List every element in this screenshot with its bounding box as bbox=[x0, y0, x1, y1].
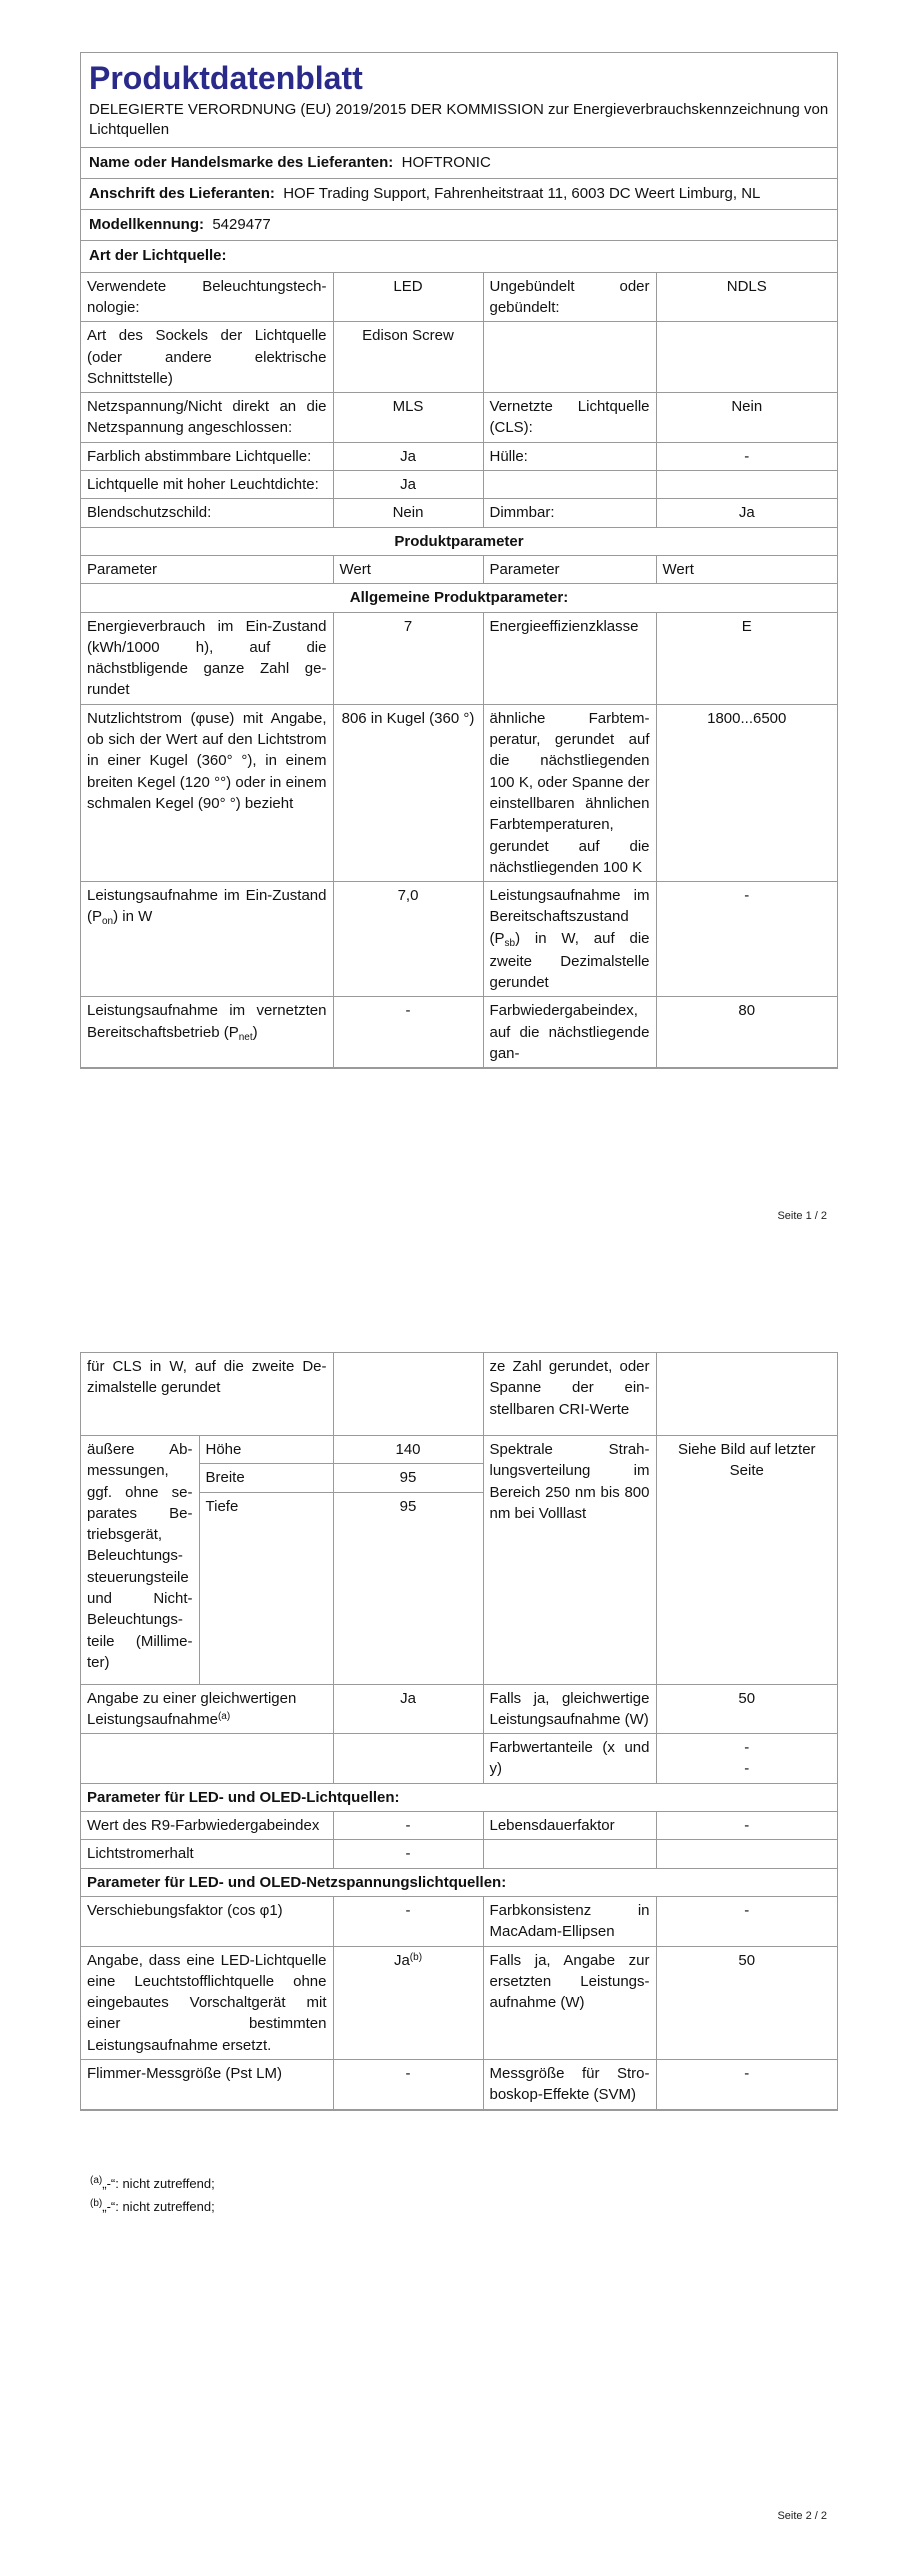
socket-value: Edison Screw bbox=[333, 322, 483, 393]
mains-value: MLS bbox=[333, 393, 483, 443]
empty-cell bbox=[656, 322, 837, 393]
flicker-label: Flimmer-Messgröße (Pst LM) bbox=[81, 2060, 333, 2110]
survival-factor-value: - bbox=[656, 1812, 837, 1840]
column-header-parameter: Parameter bbox=[81, 555, 333, 583]
lumen-maintenance-value: - bbox=[333, 1840, 483, 1868]
empty-cell bbox=[483, 1840, 656, 1868]
table-row bbox=[81, 1353, 837, 1436]
standby-power-text: Leistungsaufnahme im Bereitschaftszustand (P bbox=[489, 887, 650, 947]
standby-power-text-end: ) in W, auf die zweite Dezimalstelle gerundet bbox=[489, 929, 650, 992]
displacement-factor-label: Verschiebungsfaktor (cos φ1) bbox=[81, 1896, 333, 1946]
cri-value: 80 bbox=[656, 997, 837, 1068]
on-mode-power-subscript: on bbox=[102, 916, 114, 928]
mains-label: Netzspannung/Nicht direkt an die Netzspannung angeschlossen: bbox=[81, 393, 333, 443]
supplier-value: HOFTRONIC bbox=[401, 153, 491, 171]
high-luminance-value: Ja bbox=[333, 471, 483, 499]
empty-cell bbox=[483, 322, 656, 393]
empty-cell bbox=[81, 1734, 333, 1784]
standby-power-subscript: sb bbox=[504, 937, 516, 949]
energy-class-value: E bbox=[656, 612, 837, 704]
cct-value: 1800...6500 bbox=[656, 704, 837, 881]
equivalent-power-value: Ja bbox=[333, 1684, 483, 1734]
table-row bbox=[81, 1868, 837, 1896]
on-mode-power-text: Leistungsaufnahme im Ein-Zustand (P bbox=[87, 887, 327, 926]
supplier-row bbox=[81, 148, 837, 179]
on-mode-power-label bbox=[81, 882, 333, 997]
table-row bbox=[81, 1946, 837, 2059]
height-label: Höhe bbox=[199, 1436, 333, 1464]
networked-standby-label-continued: für CLS in W, auf die zweite Dezimalstelle gerundet bbox=[81, 1353, 333, 1436]
stroboscopic-label: Messgröße für Stroboskop-Effekte (SVM) bbox=[483, 2060, 656, 2110]
footnote-b-mark: (b) bbox=[90, 2198, 103, 2210]
macadam-value: - bbox=[656, 1896, 837, 1946]
standby-power-value: - bbox=[656, 882, 837, 997]
empty-cell bbox=[656, 471, 837, 499]
page-1 bbox=[0, 0, 905, 1230]
technology-value: LED bbox=[333, 273, 483, 322]
table-row bbox=[81, 1734, 837, 1784]
energy-consumption-label: Energieverbrauch im Ein-Zustand (kWh/1000 h), auf die nächstbligende ganze Zahl gerundet bbox=[81, 612, 333, 704]
footnote-b-text: „-“: nicht zutreffend; bbox=[102, 2199, 215, 2215]
standby-power-label bbox=[483, 882, 656, 997]
luminous-flux-value: 806 in Kugel (360 °) bbox=[333, 704, 483, 881]
address-label: Anschrift des Lieferanten: bbox=[89, 184, 275, 202]
dimensions-label: äußere Abmessungen, ggf. ohne separates Betriebsgerät, Beleuchtungssteuerungsteile und Nicht-Beleuchtungsteile (Millimeter) bbox=[81, 1436, 199, 1685]
table-row bbox=[81, 997, 837, 1068]
replacement-claim-value bbox=[333, 1946, 483, 2059]
tunable-label: Farblich abstimmbare Lichtquelle: bbox=[81, 442, 333, 470]
replaced-power-value: 50 bbox=[656, 1946, 837, 2059]
equivalent-power-watts-value: 50 bbox=[656, 1684, 837, 1734]
table-row bbox=[81, 1812, 837, 1840]
r9-value: - bbox=[333, 1812, 483, 1840]
page-number: Seite 2 / 2 bbox=[777, 2510, 827, 2522]
chromaticity-y-value: - bbox=[744, 1760, 750, 1778]
model-row bbox=[81, 210, 837, 241]
address-row bbox=[81, 179, 837, 210]
column-header-value: Wert bbox=[656, 555, 837, 583]
networked-standby-value: - bbox=[333, 997, 483, 1068]
chromaticity-value bbox=[656, 1734, 837, 1784]
equivalent-power-label bbox=[81, 1684, 333, 1734]
cct-label: ähnliche Farbtemperatur, gerundet auf die nächstliegenden 100 K, oder Spanne der einstellbaren ähnlichen Farbtemperaturen, gerundet auf die nächstliegenden 100 K bbox=[483, 704, 656, 881]
empty-cell bbox=[333, 1734, 483, 1784]
spectral-distribution-value: Siehe Bild auf letzter Seite bbox=[656, 1436, 837, 1685]
envelope-value: - bbox=[656, 442, 837, 470]
equivalent-power-text: Angabe zu einer gleichwertigen Leistungsaufnahme bbox=[87, 1689, 297, 1728]
empty-cell bbox=[656, 1353, 837, 1436]
r9-label: Wert des R9-Farbwiedergabeindex bbox=[81, 1812, 333, 1840]
envelope-label: Hülle: bbox=[483, 442, 656, 470]
networked-standby-label bbox=[81, 997, 333, 1068]
table-row bbox=[81, 527, 837, 555]
luminous-flux-label: Nutzlichtstrom (φuse) mit Angabe, ob sich der Wert auf den Lichtstrom in einer Kugel (360° °), in einem breiten Kegel (120 °°) oder in einem schmalen Kegel (90° °) bezieht bbox=[81, 704, 333, 881]
spectral-distribution-label: Spektrale Strahlungsverteilung im Bereich 250 nm bis 800 nm bei Volllast bbox=[483, 1436, 656, 1685]
displacement-factor-value: - bbox=[333, 1896, 483, 1946]
column-header-value: Wert bbox=[333, 555, 483, 583]
chromaticity-x-value: - bbox=[744, 1739, 750, 1757]
table-row bbox=[81, 393, 837, 443]
glare-shield-label: Blendschutzschild: bbox=[81, 499, 333, 527]
datasheet-page-1 bbox=[80, 52, 838, 1069]
stroboscopic-value: - bbox=[656, 2060, 837, 2110]
table-row bbox=[81, 1436, 837, 1464]
supplier-label: Name oder Handelsmarke des Lieferanten: bbox=[89, 153, 394, 171]
spec-table-page-1 bbox=[81, 273, 837, 1069]
width-value: 95 bbox=[333, 1464, 483, 1492]
footnote-b bbox=[90, 2195, 215, 2218]
footnote-a-mark: (a) bbox=[90, 2175, 103, 2186]
cls-value: Nein bbox=[656, 393, 837, 443]
height-value: 140 bbox=[333, 1436, 483, 1464]
cri-label: Farbwiedergabeindex, auf die nächstliegende gan- bbox=[483, 997, 656, 1068]
replaced-power-label: Falls ja, Angabe zur ersetzten Leistungsaufnahme (W) bbox=[483, 1946, 656, 2059]
chromaticity-label: Farbwertanteile (x und y) bbox=[483, 1734, 656, 1784]
datasheet-page-2 bbox=[80, 1352, 838, 2111]
equivalent-power-watts-label: Falls ja, gleichwertige Leistungsaufnahme (W) bbox=[483, 1684, 656, 1734]
table-row bbox=[81, 1840, 837, 1868]
footnote-a bbox=[90, 2172, 215, 2195]
lumen-maintenance-label: Lichtstromerhalt bbox=[81, 1840, 333, 1868]
table-row bbox=[81, 499, 837, 527]
table-header-row bbox=[81, 555, 837, 583]
footnote-a-text: „-“: nicht zutreffend; bbox=[102, 2176, 215, 2191]
macadam-label: Farbkonsistenz in MacAdam-Ellipsen bbox=[483, 1896, 656, 1946]
tunable-value: Ja bbox=[333, 442, 483, 470]
table-row bbox=[81, 442, 837, 470]
page-2 bbox=[0, 1330, 905, 2560]
table-row bbox=[81, 882, 837, 997]
table-row bbox=[81, 1783, 837, 1811]
socket-label: Art des Sockels der Lichtquelle (oder andere elektrische Schnittstelle) bbox=[81, 322, 333, 393]
dimmable-value: Ja bbox=[656, 499, 837, 527]
bundled-value: NDLS bbox=[656, 273, 837, 322]
width-label: Breite bbox=[199, 1464, 333, 1492]
table-row bbox=[81, 471, 837, 499]
document-title: Produktdatenblatt bbox=[89, 60, 363, 96]
depth-label: Tiefe bbox=[199, 1492, 333, 1684]
footnotes bbox=[90, 2172, 215, 2218]
dimmable-label: Dimmbar: bbox=[483, 499, 656, 527]
table-row bbox=[81, 1896, 837, 1946]
table-row bbox=[81, 322, 837, 393]
column-header-parameter: Parameter bbox=[483, 555, 656, 583]
cri-label-continued: ze Zahl gerundet, oder Spanne der einstellbaren CRI-Werte bbox=[483, 1353, 656, 1436]
on-mode-power-text-end: ) in W bbox=[113, 908, 153, 926]
replacement-claim-label: Angabe, dass eine LED-Lichtquelle eine Leuchtstofflichtquelle ohne eingebautes Vorschaltgerät mit einer bestimmten Leistungsaufnahme ersetzt. bbox=[81, 1946, 333, 2059]
document-subtitle: DELEGIERTE VERORDNUNG (EU) 2019/2015 DER KOMMISSION zur Energieverbrauchskennzeichnung von Lichtquellen bbox=[89, 101, 829, 139]
technology-label: Verwendete Beleuchtungstechnologie: bbox=[81, 273, 333, 322]
footnote-ref-b: (b) bbox=[409, 1951, 423, 1963]
table-row bbox=[81, 273, 837, 322]
model-value: 5429477 bbox=[212, 216, 271, 234]
empty-cell bbox=[656, 1840, 837, 1868]
mains-led-parameters-heading: Parameter für LED- und OLED-Netzspannungslichtquellen: bbox=[81, 1868, 837, 1896]
address-value: HOF Trading Support, Fahrenheitstraat 11, 6003 DC Weert Limburg, NL bbox=[283, 184, 761, 202]
page-number: Seite 1 / 2 bbox=[777, 1210, 827, 1222]
empty-cell bbox=[333, 1353, 483, 1436]
table-row bbox=[81, 704, 837, 881]
table-row bbox=[81, 612, 837, 704]
table-row bbox=[81, 1684, 837, 1734]
flicker-value: - bbox=[333, 2060, 483, 2110]
networked-standby-text-end: ) bbox=[252, 1023, 258, 1041]
footnote-ref-a: (a) bbox=[217, 1710, 231, 1722]
table-row bbox=[81, 2060, 837, 2110]
networked-standby-subscript: net bbox=[238, 1031, 253, 1043]
empty-cell bbox=[483, 471, 656, 499]
networked-standby-text: Leistungsaufnahme im vernetzten Bereitschaftsbetrieb (P bbox=[87, 1002, 327, 1041]
replacement-claim-text: Ja bbox=[393, 1951, 410, 1969]
survival-factor-label: Lebensdauerfaktor bbox=[483, 1812, 656, 1840]
table-row bbox=[81, 584, 837, 612]
light-source-type-heading: Art der Lichtquelle: bbox=[81, 241, 837, 272]
cls-label: Vernetzte Lichtquelle (CLS): bbox=[483, 393, 656, 443]
on-mode-power-value: 7,0 bbox=[333, 882, 483, 997]
glare-shield-value: Nein bbox=[333, 499, 483, 527]
model-label: Modellkennung: bbox=[89, 216, 204, 234]
general-parameters-heading: Allgemeine Produktparameter: bbox=[81, 584, 837, 612]
product-parameters-heading: Produktparameter bbox=[81, 527, 837, 555]
energy-class-label: Energieeffizienzklasse bbox=[483, 612, 656, 704]
depth-value: 95 bbox=[333, 1492, 483, 1684]
energy-consumption-value: 7 bbox=[333, 612, 483, 704]
high-luminance-label: Lichtquelle mit hoher Leuchtdichte: bbox=[81, 471, 333, 499]
bundled-label: Ungebündelt oder gebündelt: bbox=[483, 273, 656, 322]
led-oled-parameters-heading: Parameter für LED- und OLED-Lichtquellen: bbox=[81, 1783, 837, 1811]
